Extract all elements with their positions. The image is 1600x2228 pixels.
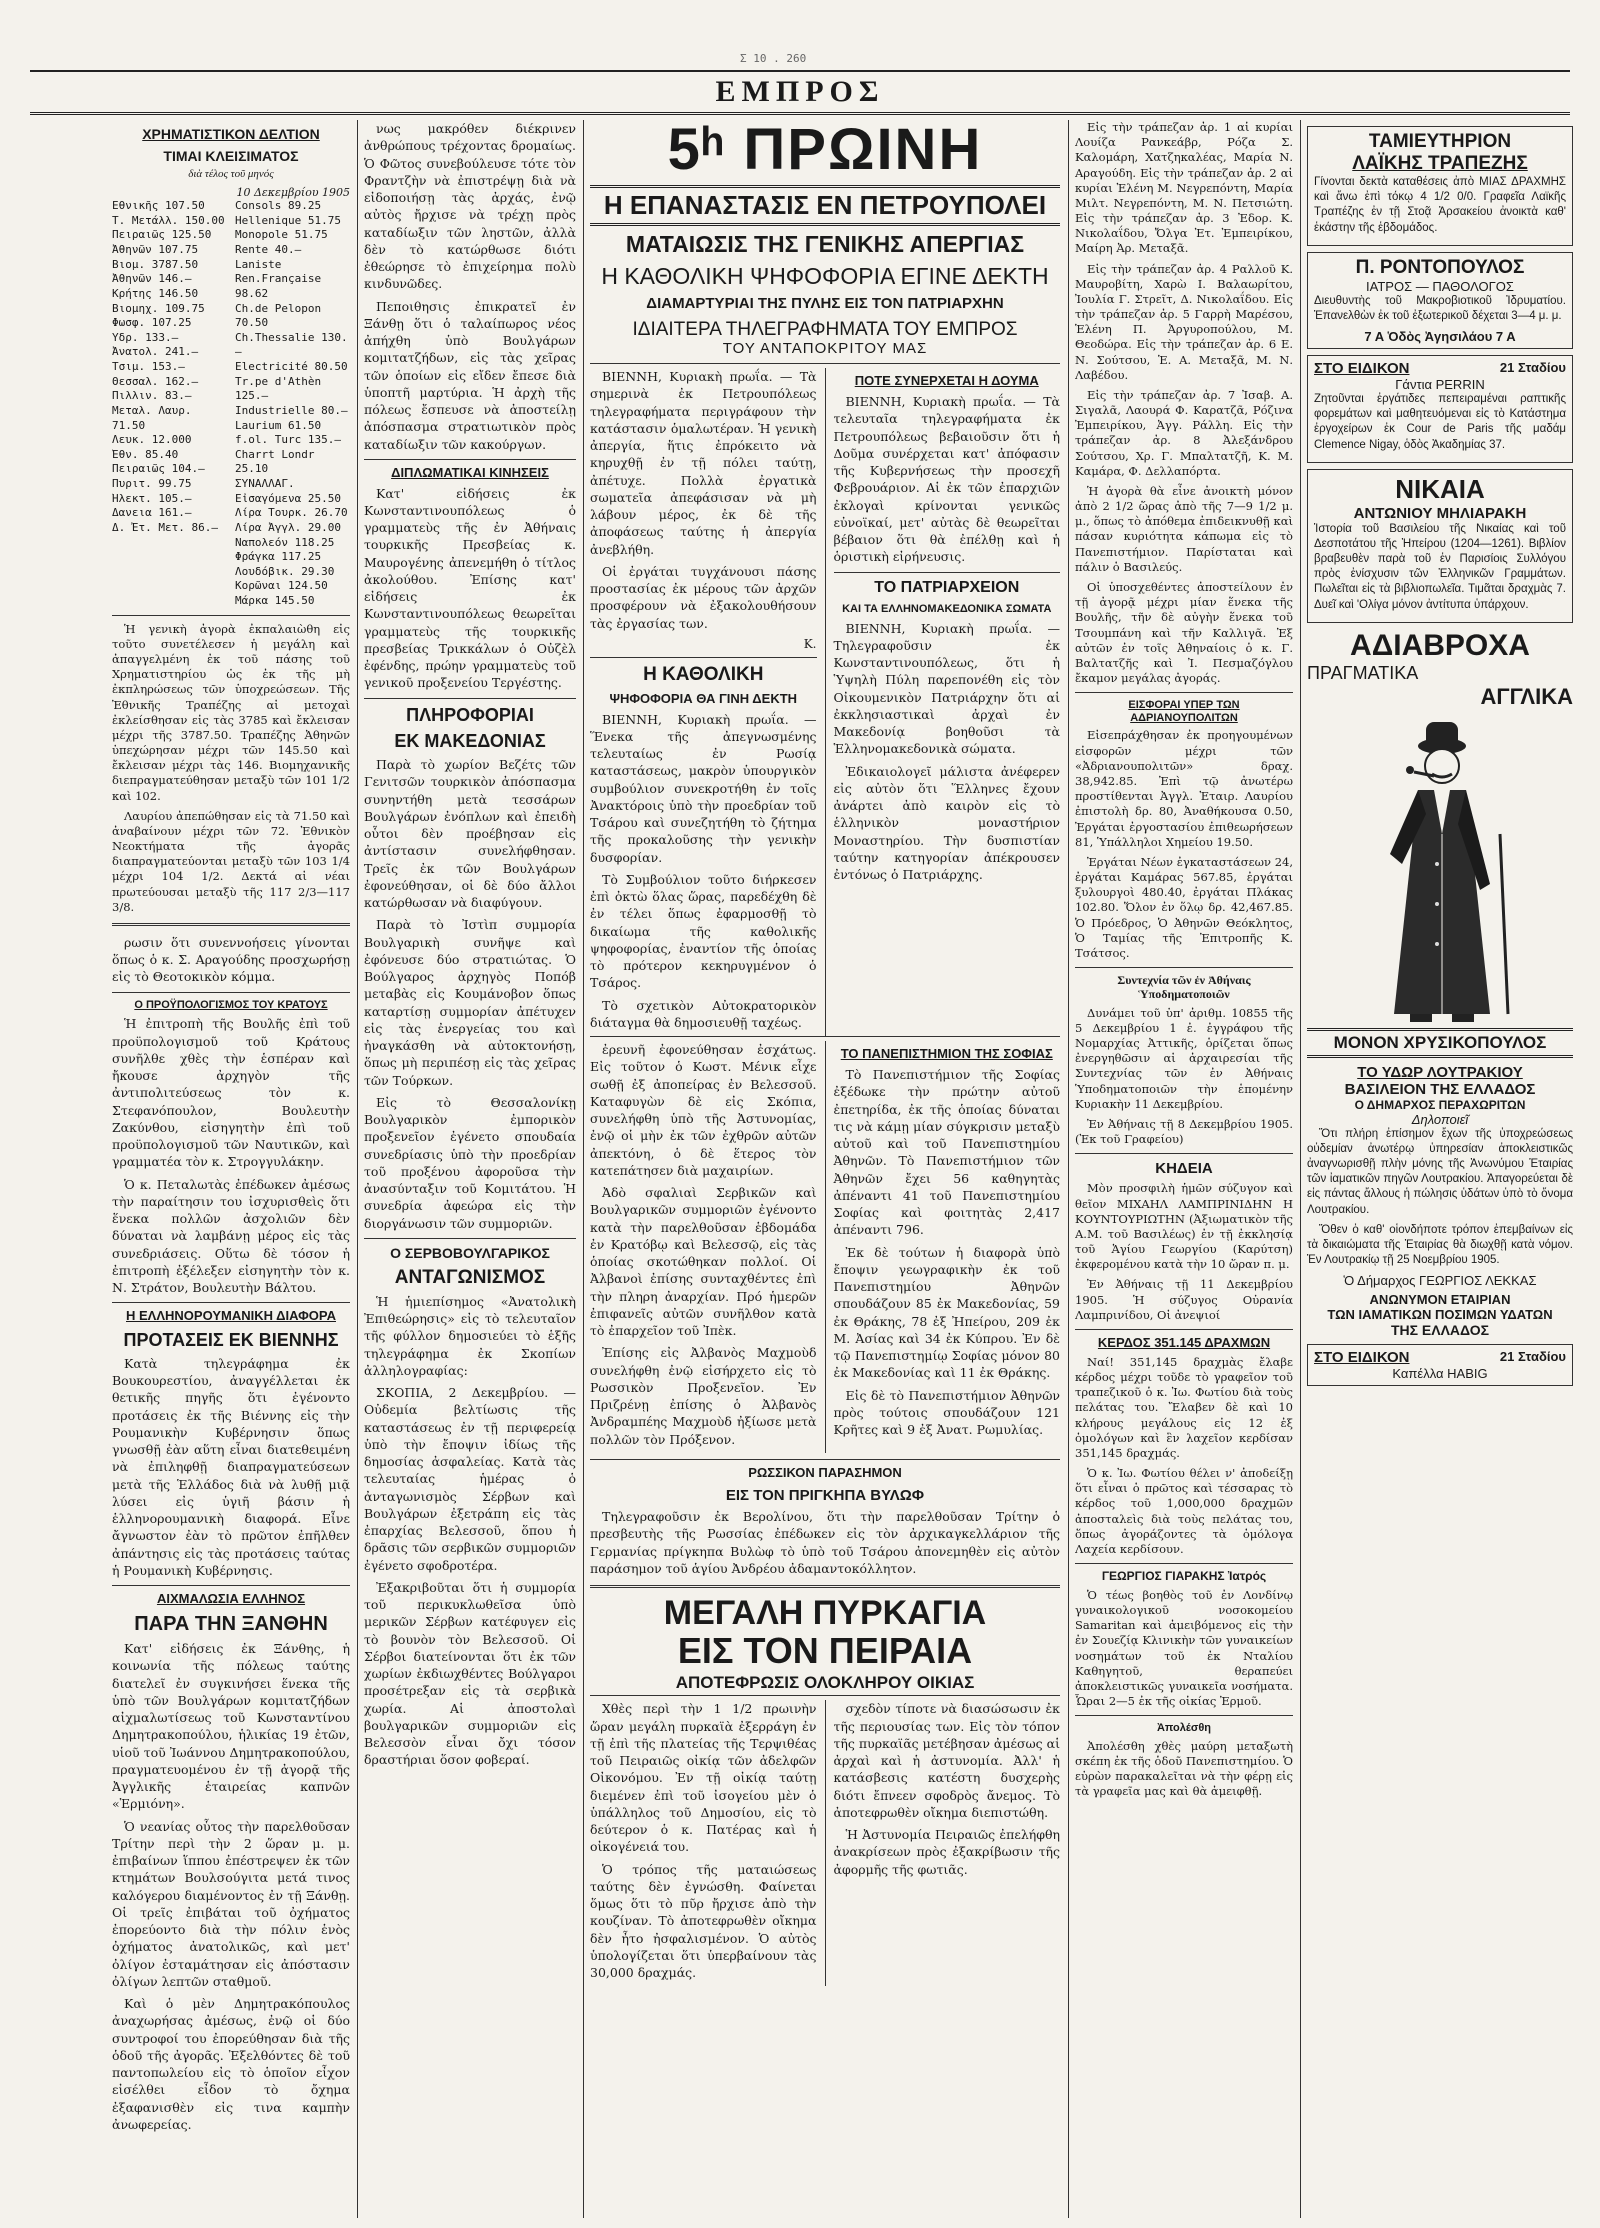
loutraki-water-title: ΤΟ ΥΔΩΡ ΛΟΥΤΡΑΚΙΟΥ xyxy=(1357,1063,1523,1081)
lead-headline: 5ʰ ΠΡΩΙΝΗ xyxy=(667,120,983,182)
university-text: Τὸ Πανεπιστήμιον τῆς Σοφίας ἐξέδωκε τὴν πρώτην αὐτοῦ ἐπετηρίδα, ἐκ τῆς ὁποίας δύναται τις νὰ κάμῃ μίαν σύγκρισιν μεταξὺ αὐτοῦ καὶ τοῦ Πανεπιστημίου Ἀθηνῶν. Τὸ Πανεπιστήμιον τῶν Ἀθηνῶν ἔχει 56 καθηγητὰς ἀπέναντι 41 τοῦ Πανεπιστημίου Σοφίας καὶ φοιτητὰς 2,417 ἀπέναντι 796. xyxy=(833,1067,1060,1238)
water-company-line-3: ΤΗΣ ΕΛΛΑΔΟΣ xyxy=(1390,1322,1490,1339)
price-row: Laniste xyxy=(235,257,282,271)
russian-order-heading: ΡΩΣΣΙΚΟΝ ΠΑΡΑΣΗΜΟΝ xyxy=(748,1464,902,1480)
column-rule xyxy=(1300,120,1301,2218)
declares-label: Δηλοποιεῖ xyxy=(1411,1111,1469,1127)
column-5 xyxy=(1075,120,1293,2218)
price-row: Βιομ. 3787.50 xyxy=(112,257,199,271)
price-row: Monopole 51.75 xyxy=(235,228,328,242)
price-row: Ren.Française 98.62 xyxy=(235,272,322,300)
fire-headline: ΜΕΓΑΛΗ ΠΥΡΚΑΓΙΑ xyxy=(663,1594,987,1633)
prisoner-text-3: Καὶ ὁ μὲν Δημητρακόπουλος ἀναχωρήσας ἀμέσως, ἐνῷ οἱ δύο συντροφοί του ἐπορεύθησαν διὰ τῆς ὁδοῦ τῆς ἀγορᾶς. Ἐξελθόντες δὲ τοῦ παντοπωλείου εἰς τὸ ὁποῖον εἶχον εἰσέλθει εἶδον τὸ ὄχημα ἐξαφανισθὲν εἰς τινα καμπὴν ἀνωφερείας. xyxy=(112,1996,350,2132)
price-row: Λίρα Ἀγγλ. 29.00 xyxy=(235,520,341,534)
lead-story xyxy=(590,120,1060,2218)
funeral-text-2: Ἐν Ἀθήναις τῇ 11 Δεκεμβρίου 1905. Ἡ σύζυγος Οὐρανία Λαμπρινίδου, Οἱ ἀνεψιοί xyxy=(1075,1277,1293,1322)
fire-text-3: σχεδὸν τίποτε νὰ διασώσωσιν ἐκ τῆς περιουσίας των. Εἰς τὸν τόπον τῆς πυρκαϊᾶς μετέβησαν ἀμέσως αἱ ἀρχαὶ καὶ ἡ ἀστυνομία. Ἀλλ' ἡ κατάσβεσις κατέστη δυσχερὴς διότι ἔπνεεν σφοδρὸς ἄνεμος. Τὸ ἀποτεφρωθὲν οἴκημα διεπιστώθη. xyxy=(833,1701,1060,1820)
university-text-2: Ἐκ δὲ τούτων ἡ διαφορὰ ὑπὸ ἔποψιν γεωγραφικὴν ἐκ τοῦ Πανεπιστημίου Ἀθηνῶν σπουδάζουν 85 ἐκ Μακεδονίας, 59 ἐκ Θράκης, 78 ἐξ Ἠπείρου, 209 ἐκ Μ. Ἀσίας καὶ 34 ἐκ Κύπρου. Ἐν δὲ τῷ Πανεπιστημίῳ Σοφίας μόνον 80 ἐκ Μακεδονίας καὶ 11 ἐκ Θράκης. xyxy=(833,1244,1060,1381)
price-row: Φωσφ. 107.25 xyxy=(112,316,192,330)
university-text-3: Εἰς δὲ τὸ Πανεπιστήμιον Ἀθηνῶν πρὸς τούτοις σπουδάζουν 121 Κρῆτες καὶ 9 ἐξ Ἀνατ. Ρωμυλίας. xyxy=(833,1387,1060,1438)
macedonia-text-3: Εἰς τὸ Θεσσαλονίκῃ Βουλγαρικὸν ἐμπορικὸν προξενεῖον ἐγένετο σπουδαία συνεδρίασις ὑπὸ τὴν προεδρίαν τοῦ προξένου ἀφοροῦσα τὴν ἀνασύνταξιν τοῦ Κομιτάτου. Ἡ συνεδρία ἀφεώρα εἰς τὴν διοργάνωσιν τῶν συμμοριῶν. xyxy=(364,1094,576,1231)
savings-bank-ad xyxy=(1307,126,1573,246)
loutraki-text-2: Ὅθεν ὁ καθ' οἱονδήποτε τρόπον ἐπεμβαίνων εἰς τὰ δικαιώματα τῆς Ἑταιρίας θὰ διωχθῇ κατὰ νόμον. Ἐν Λουτρακίῳ τῇ 25 Νοεμβρίου 1905. xyxy=(1307,1223,1573,1267)
russian-order-subheading: ΕΙΣ ΤΟΝ ΠΡΙΓΚΗΠΑ ΒΥΛΩΦ xyxy=(725,1486,925,1504)
russian-order-text: Τηλεγραφοῦσιν ἐκ Βερολίνου, ὅτι τὴν παρελθοῦσαν Τρίτην ὁ πρεσβευτὴς τῆς Ρωσσίας ἐπέδωκεν εἰς τὸν ἀρχικαγκελλάριον τῆς Γερμανίας πρίγκηπα Βυλὼφ τὸ ὑπὸ τοῦ Τσάρου ἀπονεμηθὲν εἰς αὐτὸν παράσημον τοῦ ἁγίου Ἀνδρέου ἀδαμαντοκόλλητον. xyxy=(590,1509,1060,1576)
price-table xyxy=(112,199,350,609)
water-company-line-2: ΤΩΝ ΙΑΜΑΤΙΚΩΝ ΠΟΣΙΜΩΝ ΥΔΑΤΩΝ xyxy=(1327,1307,1553,1323)
column-5-top-text-3: Εἰς τὴν τράπεζαν ἀρ. 7 Ἰσαβ. Α. Σιγαλᾶ, Λαουρά Φ. Καρατζᾶ, Ρόζινα Ἐμπειρίκου, Ἀγγ. Ράλλη. Εἰς τὴν τράπεζαν ἀρ. 8 Ἀλεξάνδρου Σούτσου, Χρ. Γ. Μπαλτατζῆ, Κ. Μ. Καμάρα, Φ. Δελλαπόρτα. xyxy=(1075,387,1293,478)
market-date: 10 Δεκεμβρίου 1905 xyxy=(236,186,350,200)
page-top-marks: Σ 10 . 260 xyxy=(740,52,807,65)
prisoner-text: Κατ' εἰδήσεις ἐκ Ξάνθης, ἡ κοινωνία τῆς πόλεως ταύτης διατελεῖ ἐν συγκινήσει ἕνεκα τῆς ὑπὸ τῶν Βουλγάρων κομιτατζήδων αἰχμαλωτίσεως τοῦ Κωνσταντίνου Δημητρακοπούλου, ἡλικίας 19 ἐτῶν, υἱοῦ τοῦ Ἰωάννου Δημητρακοπούλου, πραγματευομένου ἐν τῇ ἀγορᾷ τῆς Ἀγγλικῆς ἑταιρείας καπνῶν «Ἑρμιόνη». xyxy=(112,1641,350,1812)
macedonia-heading: ΠΛΗΡΟΦΟΡΙΑΙ xyxy=(406,704,534,725)
lead-text-2: Οἱ ἐργάται τυγχάνουσι πάσης προστασίας ἐκ μέρους τῶν ἀρχῶν προσφέρουν νὰ ἐξακολουθήσουν τὰς ἐργασίας των. xyxy=(590,563,817,631)
price-row: Θεσσαλ. 162.— xyxy=(112,374,199,388)
price-row: Ch.Thessalie 130.— xyxy=(235,330,348,359)
price-row: Industrielle 80.— xyxy=(235,403,348,417)
lead-left-subcolumn xyxy=(590,368,817,1036)
column-rule xyxy=(1068,120,1069,2218)
lost-heading: Ἀπολέσθη xyxy=(1156,1722,1212,1735)
diplomatic-heading: ΔΙΠΛΩΜΑΤΙΚΑΙ ΚΙΝΗΣΕΙΣ xyxy=(391,464,549,480)
market-notes-2: Λαυρίου ἀπεπώθησαν εἰς τὰ 71.50 καὶ ἀναβαίνουν μέχρι τῶν 72. Ἐθνικὸν Νεοκτήματα τῆς ἀγορᾶς διαπραγματεύονται μεταξὺ τῶν 103 1/4 μέχρι 104 1/2. Δεκτά αἱ νέαι πρωτεύουσαι μεταξὺ τῆς 117 2/3—117 3/8. xyxy=(112,808,350,914)
patriarchate-heading: ΤΟ ΠΑΤΡΙΑΡΧΕΙΟΝ xyxy=(874,578,1020,596)
raincoat-seller: ΜΟΝΟΝ ΧΡΥΣΙΚΟΠΟΥΛΟΣ xyxy=(1307,1028,1573,1058)
price-row: Hellenique 51.75 xyxy=(235,213,341,227)
price-row: Δ. Ἐτ. Μετ. 86.— xyxy=(112,520,218,534)
savings-bank-text: Γίνονται δεκτὰ καταθέσεις ἀπὸ ΜΙΑΣ ΔΡΑΧΜΗΣ καὶ ἄνω ἐπὶ τόκῳ 4 1/2 0/0. Γραφεῖα Λαϊκῆς Τραπέζης ἐν τῇ Στοᾷ Ἀρσακείου ἀνοικτὰ καθ' ἑκάστην τῆς ἑβδομάδος. xyxy=(1314,176,1566,234)
macedonia-text-2: Παρὰ τὸ Ἰστὶπ συμμορία Βουλγαρικὴ συνῆψε καὶ ἐφόνευσε δύο στρατιώτας. Ὁ Βούλγαρος ἀρχηγὸς Ποπόβ μεταβὰς εἰς Κουμάνοβον ὅπως καταρτίσῃ συμμορίαν ἀπέτυχεν εἰς τὰς ἐνεργείας του καὶ ἠναγκάσθη νὰ αὐτοκτονήσῃ, ὅπως μὴ περιπέσῃ εἰς τὰς χεῖρας τῶν Τούρκων. xyxy=(364,917,576,1088)
donations-heading: ΕΙΣΦΟΡΑΙ ΥΠΕΡ ΤΩΝ ΑΔΡΙΑΝΟΥΠΟΛΙΤΩΝ xyxy=(1128,699,1240,724)
kingdom-title: ΒΑΣΙΛΕΙΟΝ ΤΗΣ ΕΛΛΑΔΟΣ xyxy=(1344,1080,1536,1098)
price-row: Μάρκα 145.50 xyxy=(235,594,315,608)
column-1 xyxy=(112,120,350,2218)
price-row: Λευκ. 12.000 xyxy=(112,433,192,447)
column-rule xyxy=(357,120,358,2218)
price-row: ΣΥΝΑΛΛΑΓ. xyxy=(235,477,295,491)
closing-prices-sub: διὰ τέλος τοῦ μηνός xyxy=(188,168,274,181)
gentleman-raincoat-illustration xyxy=(1330,714,1550,1024)
price-row: Κρήτης 146.50 xyxy=(112,286,199,300)
column-5-top-text-5: Οἱ ὑποσχεθέντες ἀποστείλουν ἐν τῇ ἀγορᾷ μέχρι μίαν ἕνεκα τῆς Βουλῆς, τῆν δὲ αὐγὴν ἕνεκα τοῦ Τσουμπάνη καὶ τῆν Καλλιγᾶ. Ἐξ αὐτῶν ἐν τοῖς Ἀθηναίοις ὁ κ. Γ. Βαλτατζῆς καὶ Ἰ. Πεσμαζόγλου ἔκαμον μεγάλας ἀγοράς. xyxy=(1075,579,1293,686)
gloves-shop: ΣΤΟ ΕΙΔΙΚΟΝ xyxy=(1314,360,1410,378)
budget-text: Ἡ ἐπιτροπὴ τῆς Βουλῆς ἐπὶ τοῦ προϋπολογισμοῦ τοῦ Κράτους συνῆλθε χθὲς τὴν ἑσπέραν καὶ ἤκουσε ἀρχηγὸν τῆς ἀντιπολιτεύσεως τὸν κ. Στεφανόπουλον, Βουλευτὴν Ζακύνθου, εἰσηγητὴν ἐπὶ τοῦ προϋπολογισμοῦ τῶν Ναυτικῶν, καὶ γραμματέα τὸν κ. Στρογγυλάκην. xyxy=(112,1016,350,1170)
revolution-headline: Η ΕΠΑΝΑΣΤΑΣΙΣ ΕΝ ΠΕΤΡΟΥΠΟΛΕΙ xyxy=(590,185,1060,226)
price-row: Πειραιῶς 125.50 xyxy=(112,228,212,242)
profit-text-2: Ὁ κ. Ἰω. Φωτίου θέλει ν' ἀποδείξῃ ὅτι εἶναι ὁ πρῶτος καὶ τέσσαρας τὸ κέρδος τοῦ 1,000,000 δραχμῶν ἀποσταλεὶς διὰ τοὺς πελάτας του, ὅπως ἀγοράζοντες τὰ ὁμόλογα Λαχεία κερδίσουν. xyxy=(1075,1466,1293,1556)
price-row: Ἀθηνῶν 146.— xyxy=(112,272,192,286)
column-5-top-text: Εἰς τὴν τράπεζαν ἀρ. 1 αἱ κυρίαι Λουίζα Ρανκεάβρ, Ρόζα Σ. Καλομάρη, Χατζηκαλέας, Μαρία Ν. Αραγούδη. Εἰς τὴν τράπεζαν ἀρ. 2 αἱ κυρίαι Ἑλένη Μ. Νεγρεπόντη, Μαρία Μιλτ. Νεγρεπόντη, Μ. Ν. Πετσιώτη. Εἰς τὴν τράπεζαν ἀρ. 3 Ἐδορ. Κ. Νικολαΐδου, Ὄλγα Ἐτ. Ἐμπειρίκου, Μαίρη Ἀρ. Μεταξᾶ. xyxy=(1075,120,1293,256)
dispute-text: Κατὰ τηλεγράφημα ἐκ Βουκουρεστίου, ἀναγγέλλεται ἐκ θετικῆς πηγῆς ὅτι ἐγένοντο προτάσεις ἐκ τῆς Βιέννης εἰς τὴν Ρουμανικὴν Κυβέρνησιν ὅπως γνωσθῇ ἐὰν αὕτη εἶναι διατεθειμένη νὰ ἐπιληφθῇ διαπραγματεύσεων μετὰ τῆς Ἑλλάδος διὰ νὰ λυθῇ μιᾷ λύσει εἰς ὑγιῆ βάσιν ἡ ἑλληνορουμανικὴ διαφορά. Εἶνε ἄγνωστον ἐὰν τὸ πρῶτον ἐπῆλθεν ἀπάντησις εἰς τὰς προτάσεις ταύτας ἡ Ρουμανικὴ Κυβέρνησις. xyxy=(112,1355,350,1578)
price-row: Ἐθν. 85.40 xyxy=(112,447,179,461)
strike-headline: ΜΑΤΑΙΩΣΙΣ ΤΗΣ ΓΕΝΙΚΗΣ ΑΠΕΡΓΙΑΣ xyxy=(625,231,1025,258)
telegraph-headline: ΙΔΙΑΙΤΕΡΑ ΤΗΛΕΓΡΑΦΗΜΑΤΑ ΤΟΥ ΕΜΠΡΟΣ xyxy=(632,319,1018,341)
hats-ad xyxy=(1307,1344,1573,1386)
column-5-top-text-2: Εἰς τὴν τράπεζαν ἀρ. 4 Ραλλοῦ Κ. Μαυροβίτη, Χαρὼ Ι. Βαλαωρίτου, Ἰουλία Γ. Στρεῖτ, Δ. Νικολαΐδου. Εἰς τὴν τράπεζαν ἀρ. 5 Γαρρὴ Μαρέσου, Ἑλένη Π. Ἀργυροπούλου, Μ. Θεοδώρα. Εἰς τὴν τράπεζαν ἀρ. 6 Ε. Ν. Σούτσου, Ἑ. Α. Μεταξᾶ, Μ. Ν. Λαβέδου. xyxy=(1075,261,1293,382)
price-row: Εθνικῆς 107.50 xyxy=(112,199,205,213)
budget-text-2: Ὁ κ. Πεταλωτὰς ἐπέδωκεν ἀμέσως τὴν παραίτησιν του ἰσχυρισθεὶς ὅτι ἕνεκα πολλῶν ἀσχολιῶν δὲν δύναται νὰ λαμβάνῃ μέρος εἰς τὰς συνεδριάσεις. Οὕτω δὲ τόσον ἡ ἐπιτροπὴ ἐξέλεξεν εἰσηγητὴν τὸν κ. Ν. Στράτον, Βουλευτὴν Βάλτου. xyxy=(112,1176,350,1296)
price-row: Πιλλιν. 83.— xyxy=(112,389,192,403)
union-heading: Συντεχνία τῶν ἐν Ἀθήναις Ὑποδηματοποιῶν xyxy=(1117,973,1251,1001)
market-notes: Ἡ γενικὴ ἀγορὰ ἐκπαλαιὼθη εἰς τοῦτο συνετέλεσεν ἡ μεγάλη καὶ ἀπαγγελμένη ἐκ τοῦ πάσης τοῦ Χρηματιστηρίου ὡς ἐκ τῆς μὴ ἐκπληρώσεως τῶν ὑποχρεώσεων. Τῆς Ἐθνικῆς Τραπέζης αἱ μετοχαὶ ἐκλείσθησαν εἰς τὰς 3785 καὶ ἔκλεισαν μέχρι τῆς 3787.50. Τραπέζης Ἀθηνῶν ὑπεχώρησαν μέχρι τῶν 145.50 καὶ ἔκλεισαν μέχρι τὰς 146. Βιομηχανικῆς διεπραγματεύθησαν μεταξὺ τῶν 101 1/2 καὶ 102. xyxy=(112,621,350,803)
fire-text-4: Ἡ Ἀστυνομία Πειραιῶς ἐπελήφθη ἀνακρίσεων πρὸς ἐξακρίβωσιν τῆς ἀφορμῆς τῆς φωτιᾶς. xyxy=(833,1827,1060,1877)
local-price-list xyxy=(112,199,227,609)
loutraki-notice xyxy=(1307,1064,1573,1339)
hats-shop: ΣΤΟ ΕΙΔΙΚΟΝ xyxy=(1314,1349,1410,1367)
price-row: Πειραιῶς 104.— xyxy=(112,462,205,476)
price-row: Ch.de Pelopon 70.50 xyxy=(235,301,322,330)
university-heading: ΤΟ ΠΑΝΕΠΙΣΤΗΜΙΟΝ ΤΗΣ ΣΟΦΙΑΣ xyxy=(840,1046,1053,1062)
price-row: Ἀθηνῶν 107.75 xyxy=(112,243,199,257)
serb-text-2: ΣΚΟΠΙΑ, 2 Δεκεμβρίου. — Οὐδεμία βελτίωσις τῆς καταστάσεως ἐν τῇ περιφερείᾳ ὑπὸ τὴν ἔποψιν ἰδίως τῆς δημοσίας ἀσφαλείας. Κατὰ τὰς τελευταίας ἡμέρας ὁ ἀνταγωνισμὸς Σέρβων καὶ Βουλγάρων ἐξετράπη εἰς τὰς ἐπαρχίας Βελεσσοῦ, ὅπου ἡ δρᾶσις τῶν σερβικῶν συμμοριῶν ἐγένετο σφοδροτέρα. xyxy=(364,1385,576,1573)
continued-text: ἐρευνῆ ἐφονεύθησαν ἐσχάτως. Εἰς τοῦτον ὁ Κωστ. Μένικ εἶχε σωθῇ ἐξ ἀποπείρας ἐν Βελεσσοῦ. Καταφυγὼν δὲ εἰς Σκόπια, συνελήφθη ὑπὸ τῆς Ἀστυνομίας, ἐνῷ οἱ μὴν ἐκ τῶν ἐχθρῶν αὐτῶν ἀπεκτόνη, ὁ δὲ ἕτερος τὸν κατεπάτησεν διὰ μαχαιρίων. xyxy=(590,1042,817,1178)
duma-text: ΒΙΕΝΝΗ, Κυριακὴ πρωΐα. — Τὰ τελευταῖα τηλεγραφήματα ἐκ Πετρουπόλεως βεβαιοῦσιν ὅτι ἡ Δοῦμα συνέρχεται κατ' ἀπόφασιν τῆς Κυβερνήσεως τὴν προσεχῆ Φεβρουάριον. Αἱ ἐκ τῶν ἐπαρχιῶν ἐκλογαὶ κρίνονται γενικῶς εὐνοϊκαί, μετ' αὐτὰς δὲ θεωρεῖται βέβαιον ὅτι θὰ ἐπέλθῃ καὶ ἡ ὁριστικὴ εἰρήνευσις. xyxy=(833,394,1060,565)
price-row: Κορῶναι 124.50 xyxy=(235,579,328,593)
price-row: Φράγκα 117.25 xyxy=(235,550,322,564)
serb-heading: Ο ΣΕΡΒΟΒΟΥΛΓΑΡΙΚΟΣ xyxy=(390,1244,550,1261)
funeral-text: Μὸν προσφιλὴ ἡμῶν σύζυγον καὶ θεῖον ΜΙΧΑΗΛ ΛΑΜΠΡΙΝΙΔΗΝ Η ΚΟΥΝΤΟΥΡΙΩΤΗΝ (Ἀξιωματικὸν τῆς Α.Μ. τοῦ Βασιλέως) ἐν τῇ ἐκκλησίᾳ τοῦ Ἁγίου Γεωργίου (Καρύτση) ἐκφερομένου κατὰ τὴν 10 ὥραν π. μ. xyxy=(1075,1181,1293,1272)
price-row: Ἠλεκτ. 105.— xyxy=(112,491,192,505)
patriarchate-text-2: Ἐδικαιολογεῖ μάλιστα ἀνέφερεν εἰς αὐτὸν ὅτι Ἕλληνες ἔχουν ἀνάρτει ἀπὸ καιρὸν εἰς τὸ ἑλληνικὸν μοναστήριον Μοναστηρίου. Τὴν δυσπιστίαν ταύτην κατηγορίαν ἀπέκρουσεν ἐντόνως ὁ Πατριάρχης. xyxy=(833,763,1060,883)
duma-heading: ΠΟΤΕ ΣΥΝΕΡΧΕΤΑΙ Η ΔΟΥΜΑ xyxy=(854,373,1039,389)
water-company-line-1: ΑΝΩΝΥΜΟΝ ΕΤΑΙΡΙΑΝ xyxy=(1369,1292,1511,1308)
serb-text: Ἡ ἡμιεπίσημος «Ἀνατολικὴ Ἐπιθεώρησις» εἰς τὸ τελευταῖον τῆς φύλλον δημοσιεύει τὸ ἑξῆς τηλεγράφημα ἐκ Σκοπίων ἀλληλογραφίας: xyxy=(364,1293,576,1378)
price-row: Εἰσαγόμενα 25.50 xyxy=(235,491,341,505)
price-row: Πυριτ. 99.75 xyxy=(112,477,192,491)
price-row: Laurium 61.50 xyxy=(235,418,322,432)
price-row: Ναπολεόν 118.25 xyxy=(235,535,335,549)
masthead xyxy=(30,70,1570,115)
patriarchate-subheading: ΚΑΙ ΤΑ ΕΛΛΗΝΟΜΑΚΕΔΟΝΙΚΑ ΣΩΜΑΤΑ xyxy=(842,602,1052,615)
doctor-ad-text: Διευθυντὴς τοῦ Μακροβιοτικοῦ Ἰδρυματίου. Ἐπανελθὼν ἐκ τοῦ ἐξωτερικοῦ δέχεται 3—4 μ. μ. xyxy=(1314,294,1566,322)
raincoat-ad xyxy=(1307,629,1573,1058)
price-row: Δανεια 161.— xyxy=(112,506,192,520)
price-row: Rente 40.— xyxy=(235,243,302,257)
price-row: Τ. Μετάλλ. 150.00 xyxy=(112,213,225,227)
lead-right-subcolumn xyxy=(834,368,1061,1036)
closing-prices-heading: ΤΙΜΑΙ ΚΛΕΙΣΙΜΑΤΟΣ xyxy=(163,148,299,165)
patriarch-headline: ΔΙΑΜΑΡΤΥΡΙΑΙ ΤΗΣ ΠΥΛΗΣ ΕΙΣ ΤΟΝ ΠΑΤΡΙΑΡΧΗΝ xyxy=(646,295,1004,313)
price-row: Charrt Londr 25.10 xyxy=(235,447,315,476)
price-row: Μεταλ. Λαυρ. 71.50 xyxy=(112,403,192,432)
savings-bank-subtitle: ΛΑΪΚΗΣ ΤΡΑΠΕΖΗΣ xyxy=(1352,153,1528,174)
fire-subheadline: ΕΙΣ ΤΟΝ ΠΕΙΡΑΙΑ xyxy=(677,1629,973,1671)
dispute-subheading: ΠΡΟΤΑΣΕΙΣ ΕΚ ΒΙΕΝΝΗΣ xyxy=(123,1330,339,1351)
hats-brand: Καπέλλα HABIG xyxy=(1392,1366,1488,1382)
fire-tagline: ΑΠΟΤΕΦΡΩΣΙΣ ΟΛΟΚΛΗΡΟΥ ΟΙΚΙΑΣ xyxy=(675,1672,975,1692)
serb-subheading: ΑΝΤΑΓΩΝΙΣΜΟΣ xyxy=(394,1266,546,1288)
prisoner-subheading: ΠΑΡΑ ΤΗΝ ΞΑΝΘΗΝ xyxy=(134,1613,328,1636)
continued-text-3: Ἐπίσης εἰς Ἀλβανὸς Μαχμοὺδ συνελήφθη ἐνῷ εἰσήρχετο εἰς τὸ Ρωσσικὸν Προξενεῖον. Ἐν Πριζρένῃ ἐπίσης ὁ Ἀλβανὸς Ἀνδραμπέης Μαχμοὺδ ἠξίωσε μετὰ πολλῶν τὸν Πρόξενον. xyxy=(590,1345,817,1447)
price-row: Consols 89.25 xyxy=(235,199,322,213)
mayor-title: Ο ΔΗΜΑΡΧΟΣ ΠΕΡΑΧΩΡΙΤΩΝ xyxy=(1354,1097,1526,1112)
lower-left-subcolumn xyxy=(590,1041,817,1453)
column-5-top-text-4: Ἡ ἀγορὰ θὰ εἶνε ἀνοικτὴ μόνον ἀπὸ 2 1/2 ὥρας ἀπὸ τῆς 7—9 1/2 μ. μ., ὅπως τὸ ἀπόθεμα ἐπιδεικνυθῇ καὶ πάσαν κυριότητα κάπωμα εἰς τὸ Πανεπιστήμιον. Παρίσταται καὶ πάλιν ὁ Βασιλεύς. xyxy=(1075,483,1293,574)
lead-text: ΒΙΕΝΝΗ, Κυριακὴ πρωΐα. — Τὰ σημερινὰ ἐκ Πετρουπόλεως τηλεγραφήματα περιγράφουν τὴν κατάστασιν ὁμαλωτέραν. Ἡ γενικὴ ἀπεργία, ἥτις ἐπρόκειτο νὰ κηρυχθῇ ἐν τῇ πόλει ταύτῃ, ἀπέτυχε. Πολλὰ ἐργατικὰ σωματεῖα ἀπεφάσισαν νὰ μὴ λάβουν μέρος, ἐκ δὲ τῆς ἀποφάσεως ταύτης ἡ ἀπεργία ἀνεβλήθη. xyxy=(590,369,817,557)
union-text: Δυνάμει τοῦ ὑπ' ἀριθμ. 10855 τῆς 5 Δεκεμβρίου 1 ἐ. ἐγγράφου τῆς Νομαρχίας Ἀττικῆς, ὁρίζεται ὅπως ἐνεργηθῶσιν αἱ ἀρχαιρεσίαι τῆς Συντεχνίας τῶν ἐν Ἀθήναις Ὑποδηματοποιῶν τὴν ἑπομένην Κυριακὴν 11 Δεκεμβρίου. xyxy=(1075,1005,1293,1111)
seamstress-wanted-text: Ζητοῦνται ἐργάτιδες πεπειραμέναι ραπτικῆς φορεμάτων καὶ μαθητευόμεναι εἰς τὸ Κατάστημα ἐργοχείρων ἐκ Cour de Paris τῆς μαδάμ Clemence Nigay, ὁδὸς Ἀκαδημίας 37. xyxy=(1314,393,1566,451)
price-row: Βιομηχ. 109.75 xyxy=(112,301,205,315)
vote2-text: ΒΙΕΝΝΗ, Κυριακὴ πρωΐα. — Ἕνεκα τῆς ἀπεγνωσμένης τελευταίως ἐν Ρωσίᾳ καταστάσεως, μακρὸν ὑπουργικὸν συμβούλιον συνεκροτήθη ἐν τοῖς Ἀνακτόροις ὑπὸ τὴν προεδρίαν τοῦ Τσάρου καὶ συνεζητήθη τὸ ζήτημα τῆς προκαλοῦσης τὴν γενικὴν δυσφορίαν. xyxy=(590,711,817,865)
lower-right-subcolumn xyxy=(834,1041,1061,1453)
gloves-brand: Γάντια PERRIN xyxy=(1395,377,1485,393)
dispute-heading: Η ΕΛΛΗΝΟΡΟΥΜΑΝΙΚΗ ΔΙΑΦΟΡΑ xyxy=(126,1308,336,1324)
column-6-ads xyxy=(1307,120,1573,2218)
donations-text: Εἰσεπράχθησαν ἐκ προηγουμένων εἰσφορῶν μέχρι τῶν «Ἀδριανουπολιτῶν» δραχ. 38,942.85. Ἐπὶ τῷ ἀνωτέρω προστίθενται Ἀγγλ. Ἑταιρ. Λαυρίου ἐπιστολὴ δρ. 80, Ἀναθήκουσα 0.50, Ἐργάται ἐργοστασίου ἐπιθεωρήσεων 81, Ὑπάλληλοι Χημείου 19.50. xyxy=(1075,728,1293,849)
diplomatic-text: Κατ' εἰδήσεις ἐκ Κωνσταντινουπόλεως ὁ γραμματεὺς τῆς ἐν Ἀθήναις τουρκικῆς Πρεσβείας κ. Μαυρογένης ἀπενεμήθη ὁ τίτλος ἀκολούθου. Ἐπίσης κατ' εἰδήσεις ἐκ Κωνσταντινουπόλεως θεωρεῖται γραμματεὺς τῆς τουρκικῆς πρεσβείας Τρικκάλων ὁ Οὐζὲλ ἐφένδης, πρώην γραμματεὺς τοῦ γενικοῦ προξενείου Τεργέστης. xyxy=(364,485,576,691)
book-text: Ἱστορία τοῦ Βασιλείου τῆς Νικαίας καὶ τοῦ Δεσποτάτου τῆς Ἠπείρου (1204—1261). Βιβλίον βραβευθὲν παρὰ τοῦ ἐν Παρισίοις Συλλόγου πρὸς ἐνίσχυσιν τῶν Ἑλληνικῶν Γραμμάτων. Πωλεῖται εἰς τὰ βιβλιοπωλεῖα. Τιμᾶται δραχμὰς 7. Δυεῖ καὶ 'Ολίγα μόνον ἀντίτυπα ὑπάρχουν. xyxy=(1314,522,1566,611)
doctor-address: 7 Α Ὁδὸς Ἀγησιλάου 7 Α xyxy=(1364,329,1516,345)
profit-heading: ΚΕΡΔΟΣ 351.145 ΔΡΑΧΜΩΝ xyxy=(1097,1334,1271,1350)
vote2-heading: Η ΚΑΘΟΛΙΚΗ xyxy=(643,663,764,685)
price-row: f.ol. Turc 135.— xyxy=(235,433,341,447)
budget-heading: Ο ΠΡΟΫΠΟΛΟΓΙΣΜΟΣ ΤΟΥ ΚΡΑΤΟΥΣ xyxy=(134,998,328,1011)
savings-bank-title: ΤΑΜΙΕΥΤΗΡΙΟΝ xyxy=(1368,131,1512,152)
price-row: Λουδόβικ. 29.30 xyxy=(235,564,335,578)
price-row: Ἀνατολ. 241.— xyxy=(112,345,199,359)
patriarchate-text: ΒΙΕΝΝΗ, Κυριακὴ πρωΐα. — Τηλεγραφοῦσιν ἐκ Κωνσταντινουπόλεως, ὅτι ἡ Ὑψηλὴ Πύλη παρεπονέθη εἰς τὸν Οἰκουμενικὸν Πατριάρχην ὅτι αἱ ἐκκλησιαστικαὶ ἀρχαὶ ἐν Μακεδονίᾳ βοηθοῦσι τὰ Ἑλληνομακεδονικὰ σώματα. xyxy=(833,620,1060,757)
raincoat-title: ΑΔΙΑΒΡΟΧΑ xyxy=(1350,628,1530,662)
price-row: Ὑδρ. 133.— xyxy=(112,330,179,344)
vote-headline: Η ΚΑΘΟΛΙΚΗ ΨΗΦΟΦΟΡΙΑ ΕΓΙΝΕ ΔΕΚΤΗ xyxy=(601,263,1049,290)
fire-text-2: Ὁ τρόπος τῆς ματαιώσεως ταύτης δὲν ἐγνώσθη. Φαίνεται ὅμως ὅτι τὸ πῦρ ἤρχισε ἀπὸ τὴν κουζίναν. Τὸ ἀποτεφρωθὲν οἴκημα δὲν ἦτο ἠσφαλισμένον. Ὁ αὐτὸς ὑπολογίζεται ὅτι ὑπερβαίνουν τὰς 30,000 δραχμάς. xyxy=(590,1861,817,1981)
doctor-title: ΙΑΤΡΟΣ — ΠΑΘΟΛΟΓΟΣ xyxy=(1366,278,1514,294)
vote2-text-3: Τὸ σχετικὸν Αὐτοκρατορικὸν διάταγμα θὰ δημοσιευθῇ ταχέως. xyxy=(590,997,817,1030)
market-bulletin-heading: ΧΡΗΜΑΤΙΣΤΙΚΟΝ ΔΕΛΤΙΟΝ xyxy=(142,126,320,142)
prisoner-heading: ΑΙΧΜΑΛΩΣΙΑ ΕΛΛΗΝΟΣ xyxy=(156,1591,306,1607)
lost-text: Ἀπολέσθη χθὲς μαύρη μεταξωτὴ σκέπη ἐκ τῆς ὁδοῦ Πανεπιστημίου. Ὁ εὑρὼν παρακαλεῖται νὰ τὴν φέρῃ εἰς τὰ γραφεῖα μας καὶ θὰ ἀμειφθῇ. xyxy=(1075,1738,1293,1799)
raincoat-line-3: ΑΓΓΛΙΚΑ xyxy=(1480,683,1573,709)
lead-signature: Κ. xyxy=(803,636,817,651)
vote2-subheading: ΨΗΦΟΦΟΡΙΑ ΘΑ ΓΙΝΗ ΔΕΚΤΗ xyxy=(609,690,798,706)
doctor-ad xyxy=(1307,252,1573,349)
union-text-2: Ἐν Ἀθήναις τῇ 8 Δεκεμβρίου 1905. (Ἐκ τοῦ Γραφείου) xyxy=(1075,1116,1293,1147)
carry-over-text: ρωσιν ὅτι συνεννοήσεις γίνονται ὅπως ὁ κ. Σ. Αραγούδης προσχωρήσῃ εἰς τὸ Θεοτοκικὸν κόμμα. xyxy=(112,934,350,985)
column-2-top-text-2: Πεποιθησις ἐπικρατεῖ ἐν Ξάνθῃ ὅτι ὁ ταλαίπωρος νέος ἀπήχθη ὑπὸ Βουλγάρων κομιτατζήδων, εἰς τὰς χεῖρας τῶν ὁποίων εἰς εἴδεν ἔπεσε διὰ ὑποπτῆ μαρτύρια. Ἡ ἀρχὴ τῆς πόλεως ἔσπευσε νὰ ἀποστείλῃ ἀπόσπασμα στρατιωτικὸν πρὸς καταδίωξιν τῶν κακούργων. xyxy=(364,298,576,452)
loutraki-text: Ὅτι πλήρη ἐπίσημον ἔχων τῆς ὑποχρεώσεως οὐδεμίαν ἀνωτέρῳ ὑπηρεσίαν ἀποκλειστικῶς ἀναγνωρισθῇ πλὴν μόνης τῆς Ἀνωνύμου Ἑταιρίας τῶν ἰαματικῶν πηγῶν Λουτρακίου. Ἀπαγορεύεται δὲ εἰς πάντας ἄλλους ἡ πώλησις ὑδάτων ὑπὸ τὸ ὄνομα Λουτρακίου. xyxy=(1307,1127,1573,1216)
macedonia-subheading: ΕΚ ΜΑΚΕΔΟΝΙΑΣ xyxy=(394,731,546,752)
raincoat-line-2: ΠΡΑΓΜΑΤΙΚΑ xyxy=(1307,662,1419,683)
doctor-heading: ΓΕΩΡΓΙΟΣ ΓΙΑΡΑΚΗΣ Ἰατρός xyxy=(1101,1569,1267,1584)
funeral-heading: ΚΗΔΕΙΑ xyxy=(1155,1160,1213,1178)
price-row: Τσιμ. 153.— xyxy=(112,360,185,374)
correspondent-byline: ΤΟΥ ΑΝΤΑΠΟΚΡΙΤΟΥ ΜΑΣ xyxy=(722,340,928,358)
serb-text-3: Ἐξακριβοῦται ὅτι ἡ συμμορία τοῦ περικυκλωθεῖσα ὑπὸ μερικῶν Σέρβων κατέφυγεν εἰς τὸ βουνὸν τὸν Βελεσσοῦ. Οἱ Σέρβοι διατείνονται ὅτι ἐκ τῶν χωρίων ἐκδιωχθέντες Βούλγαροι προσέτρεξαν εἰς τὰ σερβικὰ χωρία. Αἱ ἀποστολαὶ βουλγαρικῶν συμμοριῶν εἰς Βελεσσὸν εἶναι ὄχι τόσον δραστήριαι ὅσον φοβεραί. xyxy=(364,1579,576,1768)
price-row: Tr.pe d'Athèn 125.— xyxy=(235,374,322,403)
foreign-price-list xyxy=(235,199,350,609)
doctor-text: Ὁ τέως βοηθὸς τοῦ ἐν Λονδίνῳ γυναικολογικοῦ νοσοκομείου Samaritan καὶ ἀμειβόμενος εἰς τὴν ἐν Σουεζίᾳ Κλινικὴν τῶν γυναικείων νοσημάτων τοῦ ἐκ Νταλίου Καθηγητοῦ, θεραπεύει ἀποκλειστικῶς γυναικεῖα νοσήματα. Ὧραι 2—5 ἐκ τῆς οἰκίας Ἐρμοῦ. xyxy=(1075,1587,1293,1709)
gloves-ad xyxy=(1307,355,1573,463)
mayor-signature: Ὁ Δήμαρχος ΓΕΩΡΓΙΟΣ ΛΕΚΚΑΣ xyxy=(1343,1273,1537,1289)
donations-text-2: Ἐργάται Νέων ἐγκαταστάσεων 24, ἐργάται Καμάρας 567.85, ἐργάται ξυλουργοὶ 480.40, ἐργάται Πλάκας 102.80. Ὅλον ἐν ὅλῳ δρ. 42,467.85. Ὁ Πρόεδρος, Ὁ Ἀθηνῶν Θεόκλητος, Ὁ Ταμίας τῆς Ἐπιτροπῆς Κ. Τσάτσος. xyxy=(1075,854,1293,960)
fire-text: Χθὲς περὶ τὴν 1 1/2 πρωινὴν ὥραν μεγάλη πυρκαϊὰ ἐξερράγη ἐν τῇ ἐπὶ τῆς πλατείας τῆς Τερψιθέας τοῦ Πειραιῶς οἰκίᾳ τῶν ἀδελφῶν Οἰκονόμου. Ἐν τῇ οἰκίᾳ ταύτῃ διεμένεν ἐπὶ τοῦ ἰσογείου μὲν ὁ ὑπάλληλος τοῦ Δημοσίου, εἰς τὸ δεύτερον ὁ κ. Πατέρας καὶ ἡ οἰκογένειά του. xyxy=(590,1701,817,1855)
profit-text: Ναί! 351,145 δραχμὰς ἔλαβε κέρδος μέχρι τοῦδε τὸ γραφεῖον τοῦ τραπεζικοῦ ὁ κ. Ἰω. Φωτίου διὰ τοὺς πελάτας του. Ἔλαβεν δὲ καὶ 10 κλήρους μεγάλους εἰς 12 ἐξ ὁμολόγων καὶ ἓν λαχεῖον κερδίσαν 351,145 δραχμάς. xyxy=(1075,1354,1293,1460)
book-ad xyxy=(1307,469,1573,623)
doctor-name: Π. ΡΟΝΤΟΠΟΥΛΟΣ xyxy=(1355,256,1525,278)
newspaper-title: ΕΜΠΡΟΣ xyxy=(715,75,885,108)
column-2-top-text: νως μακρόθεν διέκρινεν ἀνθρώπους τρέχοντας δρομαίως. Ὁ Φῶτος συνεβούλευσε τότε τὸν Φραντζὴν νὰ ἐπιστρέψῃ διὰ νὰ εἰδοποιήσῃ τὰς ἀρχάς, ἐνῷ αὐτὸς ἤρχισε νὰ τρέχῃ πρὸς καταδίωξιν τῶν ληστῶν, ἀλλὰ δὲν τὸ κατώρθωσε διότι ἐθεώρησε τὸ ἐπιχείρημα πολὺ κινδυνῶδες. xyxy=(364,121,576,292)
book-title: ΝΙΚΑΙΑ xyxy=(1395,473,1485,504)
gloves-address: 21 Σταδίου xyxy=(1499,360,1566,376)
macedonia-text: Παρὰ τὸ χωρίον Βεζέτς τῶν Γενιτσῶν τουρκικὸν ἀπόσπασμα συνηντήθη μετὰ τεσσάρων Βουλγάρων ἐνόπλων καὶ ἐπειδὴ οὗτοι δὲν προέβησαν εἰς ἀντίστασιν συνελήφθησαν. Τρεῖς ἐκ τῶν Βουλγάρων ἐφονεύθησαν, οἱ δὲ δύο ἄλλοι κατώρθωσαν νὰ διαφύγουν. xyxy=(364,757,576,911)
vote2-text-2: Τὸ Συμβούλιον τοῦτο διήρκεσεν ἐπὶ ὀκτὼ ὅλας ὥρας, παρεδέχθη δὲ ἐν τέλει ὅπως ἐφαρμοσθῇ τὸ δικαίωμα τῆς καθολικῆς ψηφοφορίας, ἐναντίον τῆς ὁποίας τὸ πρότερον κεκηρυγμένον ὁ Τσάρος. xyxy=(590,871,817,991)
price-row: Electricité 80.50 xyxy=(235,360,348,374)
continued-text-2: Ἀδὸ σφαλιαὶ Σερβικῶν καὶ Βουλγαρικῶν συμμοριῶν ἐγένοντο κατὰ τὴν παρελθοῦσαν ἑβδομάδα ἐν Κρατόβῳ καὶ Βελεσσῷ, εἰς τὰς ὁποίας σκοτώθηκαν πολλοί. Οἱ Ἀλβανοὶ ἐπίσης συνταχθέντες ἐπὶ τὴν πληρη ἀναρχίαν. Πρό ἡμερῶν ἐπιφανεῖς αὐτῶν συνῆλθον κατὰ τὸ ἐπαρχεῖον τοῦ Ἰπὲκ. xyxy=(590,1185,817,1339)
prisoner-text-2: Ὁ νεανίας οὗτος τὴν παρελθοῦσαν Τρίτην περὶ τὴν 2 ὥραν μ. μ. ἐπιβαίνων ἵππου ἐπέστρεψεν ἐκ τῶν κτημάτων Βουλσούγιτα μετά τινος καλόγερου διαμένοντος ἐν τῇ Ξάνθῃ. Οἱ τρεῖς ἐπιβάται τοῦ ὀχήματος ἐπορεύοντο διὰ τὴν πόλιν ἑνὸς ὀχήματος ἀνατολικῶς, καὶ μετ' ὀλίγον ἐσταμάτησαν εἰς ἀπόστασιν ὀλίγων λεπτῶν σταθμοῦ. xyxy=(112,1818,350,1989)
column-rule xyxy=(583,120,584,2218)
column-2 xyxy=(364,120,576,2218)
price-row: Λίρα Τουρκ. 26.70 xyxy=(235,506,348,520)
hats-address: 21 Σταδίου xyxy=(1499,1349,1566,1365)
book-author: ΑΝΤΩΝΙΟΥ ΜΗΛΙΑΡΑΚΗ xyxy=(1353,504,1527,522)
